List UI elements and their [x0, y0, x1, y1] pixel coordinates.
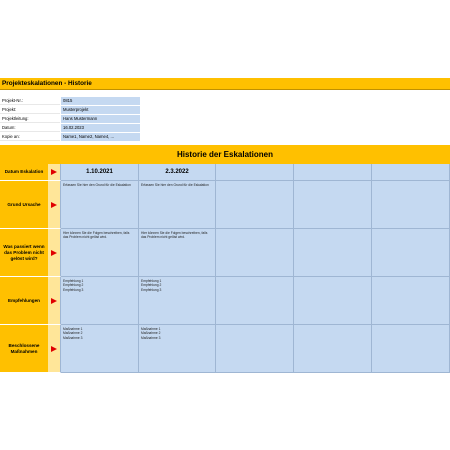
row-marker — [48, 325, 61, 373]
row-marker — [48, 181, 61, 229]
empty-cell[interactable] — [216, 181, 294, 229]
recommendations-cell[interactable] — [61, 277, 139, 325]
meta-label[interactable]: Projekt: — [0, 106, 60, 114]
meta-label[interactable]: Projekt-Nr.: — [0, 97, 60, 105]
row-label-consequence[interactable]: Was passiert wenn das Problem nicht gelöst wird? — [0, 229, 48, 277]
reason-text: Erfassen Sie hier den Grund für die Eskalation — [141, 183, 209, 187]
meta-row — [0, 115, 140, 124]
reason-text: Erfassen Sie hier den Grund für die Eskalation — [63, 183, 131, 187]
recommendation-item: Empfehlung 3 — [141, 287, 162, 292]
red-triangle-icon — [51, 202, 57, 208]
row-marker — [48, 164, 61, 181]
empty-cell[interactable] — [294, 325, 372, 373]
consequence-text: das Problem nicht gelöst wird. — [63, 235, 107, 240]
date-cell[interactable]: 2.3.2022 — [139, 164, 216, 181]
meta-value-copy-to[interactable]: Name1, Name2, Name4, ... — [60, 133, 140, 141]
red-triangle-icon — [51, 169, 57, 175]
measures-cell[interactable] — [61, 325, 139, 373]
empty-cell[interactable] — [294, 181, 372, 229]
empty-cell[interactable] — [294, 277, 372, 325]
meta-value-project-number[interactable]: 0815 — [60, 97, 140, 105]
meta-value-project[interactable]: Musterprojekt — [60, 106, 140, 114]
measure-item: Maßnahme 2 — [63, 331, 83, 336]
empty-cell[interactable] — [372, 229, 450, 277]
consequence-text: Hier können Sie die Folgen beschreiben, falls — [63, 231, 130, 235]
empty-cell[interactable] — [216, 325, 294, 373]
red-triangle-icon — [51, 346, 57, 352]
spreadsheet — [0, 78, 450, 370]
meta-label[interactable]: Projektleitung: — [0, 115, 60, 123]
row-label-recommendations[interactable]: Empfehlungen — [0, 277, 48, 325]
empty-cell[interactable] — [294, 164, 372, 181]
empty-cell[interactable] — [372, 277, 450, 325]
meta-value-date[interactable]: 16.02.2023 — [60, 124, 140, 132]
row-marker — [48, 277, 61, 325]
measure-item: Maßnahme 1 — [63, 327, 83, 331]
consequence-cell[interactable] — [61, 229, 139, 277]
red-triangle-icon — [51, 298, 57, 304]
recommendation-item: Empfehlung 2 — [141, 283, 162, 288]
escalation-grid — [0, 164, 450, 373]
meta-label[interactable]: Datum: — [0, 124, 60, 132]
recommendation-item: Empfehlung 1 — [63, 279, 84, 283]
reason-cell[interactable] — [61, 181, 139, 229]
measure-item: Maßnahme 3 — [141, 335, 161, 340]
sheet-title[interactable]: Projekteskalationen - Historie — [0, 78, 450, 90]
empty-cell[interactable] — [372, 325, 450, 373]
row-label-date[interactable]: Datum Eskalation — [0, 164, 48, 181]
measure-item: Maßnahme 1 — [141, 327, 161, 331]
measure-item: Maßnahme 2 — [141, 331, 161, 336]
meta-row — [0, 97, 140, 106]
measure-item: Maßnahme 3 — [63, 335, 83, 340]
recommendation-item: Empfehlung 1 — [141, 279, 162, 283]
empty-cell[interactable] — [294, 229, 372, 277]
empty-cell[interactable] — [372, 181, 450, 229]
meta-row — [0, 106, 140, 115]
red-triangle-icon — [51, 250, 57, 256]
measures-cell[interactable] — [139, 325, 216, 373]
row-label-reason[interactable]: Grund Ursache — [0, 181, 48, 229]
recommendations-cell[interactable] — [139, 277, 216, 325]
recommendation-item: Empfehlung 3 — [63, 287, 84, 292]
recommendation-item: Empfehlung 2 — [63, 283, 84, 288]
project-info — [0, 97, 140, 142]
consequence-text: das Problem nicht gelöst wird. — [141, 235, 185, 240]
consequence-cell[interactable] — [139, 229, 216, 277]
history-title[interactable]: Historie der Eskalationen — [0, 145, 450, 164]
reason-cell[interactable] — [139, 181, 216, 229]
row-marker — [48, 229, 61, 277]
meta-value-project-lead[interactable]: Hans Mustermann — [60, 115, 140, 123]
empty-cell[interactable] — [372, 164, 450, 181]
consequence-text: Hier können Sie die Folgen beschreiben, falls — [141, 231, 208, 235]
meta-label[interactable]: Kopie an: — [0, 133, 60, 141]
empty-cell[interactable] — [216, 277, 294, 325]
empty-cell[interactable] — [216, 229, 294, 277]
empty-cell[interactable] — [216, 164, 294, 181]
meta-row — [0, 124, 140, 133]
date-cell[interactable]: 1.10.2021 — [61, 164, 139, 181]
meta-row — [0, 133, 140, 142]
row-label-measures[interactable]: Beschlossene Maßnahmen — [0, 325, 48, 373]
